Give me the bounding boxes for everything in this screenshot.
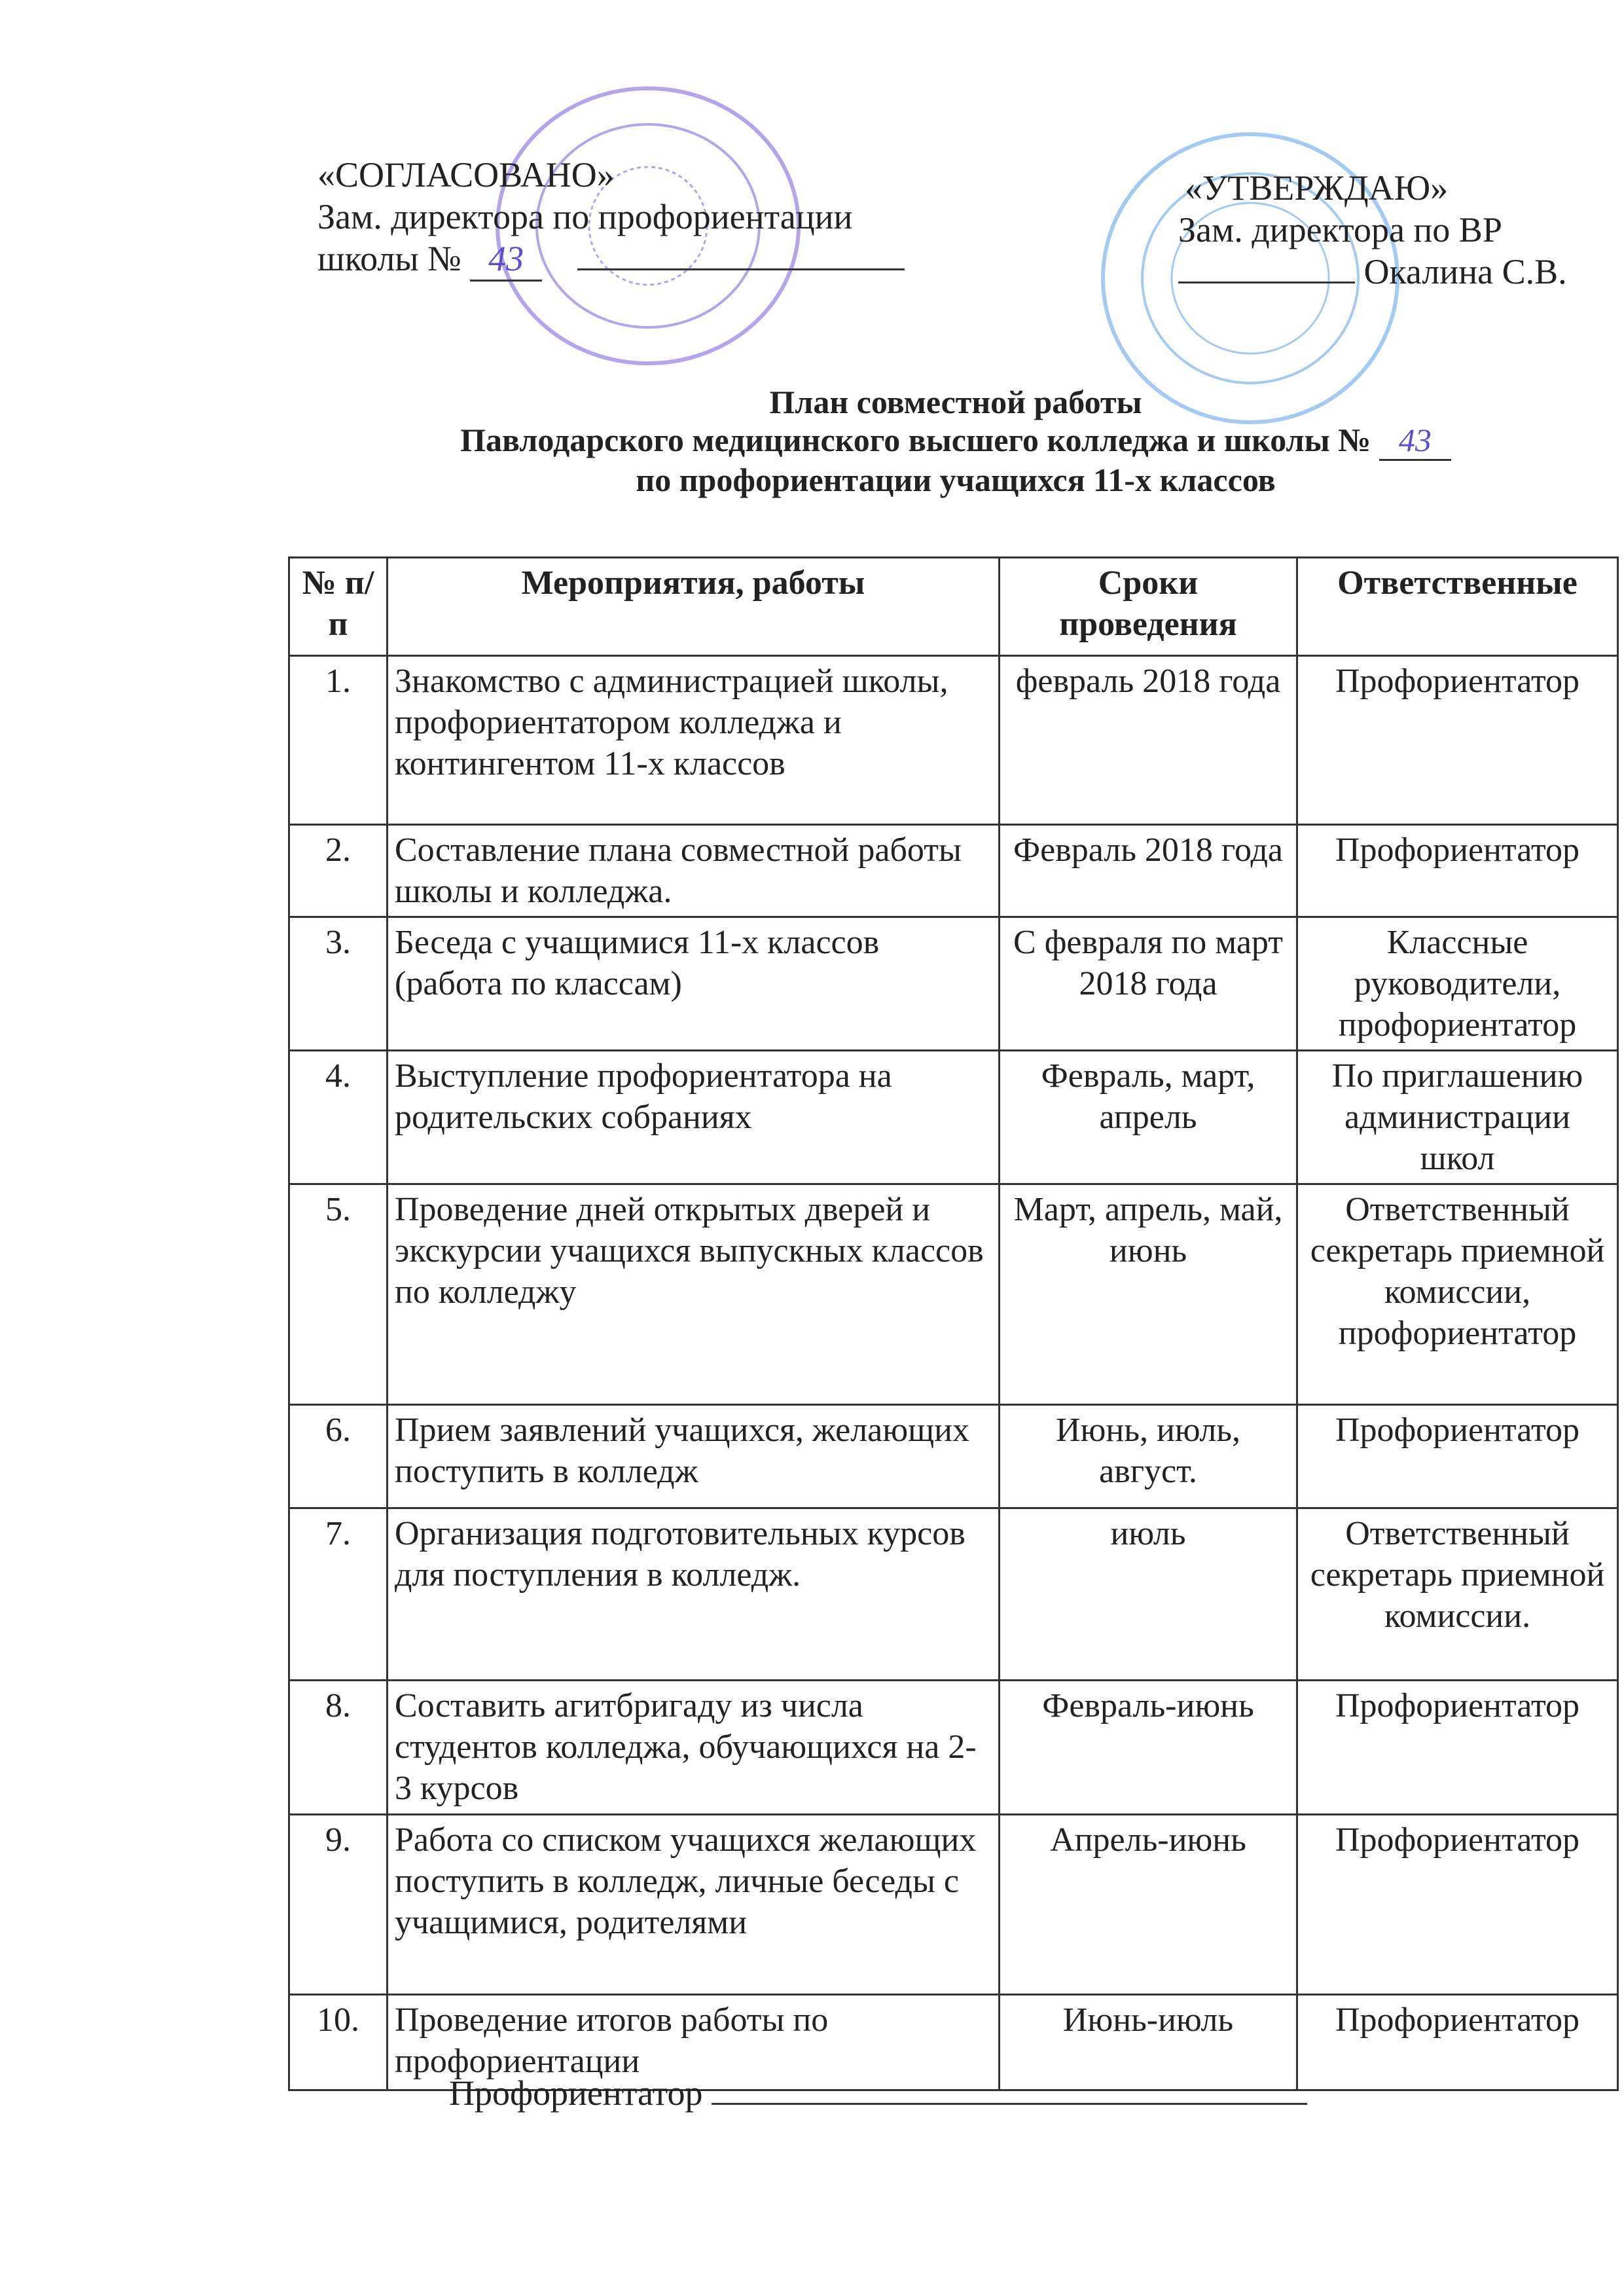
row-date: Февраль 2018 года bbox=[1000, 825, 1297, 917]
table-row bbox=[289, 825, 1618, 917]
row-date: Март, апрель, май, июнь bbox=[1000, 1184, 1297, 1405]
table-row bbox=[289, 1405, 1618, 1508]
table-row bbox=[289, 917, 1618, 1051]
table-header bbox=[289, 558, 1618, 656]
col-number: № п/п bbox=[289, 558, 388, 656]
row-task: Прием заявлений учащихся, желающих поступить в колледж bbox=[388, 1405, 1000, 1508]
row-responsible: Ответственный секретарь приемной комиссии. bbox=[1297, 1508, 1618, 1681]
col-task: Мероприятия, работы bbox=[388, 558, 1000, 656]
row-number: 3. bbox=[289, 917, 388, 1051]
page-title bbox=[0, 383, 1624, 499]
row-task: Составление плана совместной работы школы и колледжа. bbox=[388, 825, 1000, 917]
col-responsible: Ответственные bbox=[1297, 558, 1618, 656]
row-task: Работа со списком учащихся желающих поступить в колледж, личные беседы с учащимися, родителями bbox=[388, 1815, 1000, 1995]
footer-signature-line bbox=[712, 2103, 1307, 2105]
row-responsible: Профориентатор bbox=[1297, 1405, 1618, 1508]
title-line-3: по профориентации учащихся 11-х классов bbox=[636, 462, 1276, 498]
approval-left-title: «СОГЛАСОВАНО» bbox=[317, 155, 615, 194]
row-responsible: По приглашению администрации школ bbox=[1297, 1051, 1618, 1184]
row-responsible: Классные руководители, профориентатор bbox=[1297, 917, 1618, 1051]
row-date: Февраль-июнь bbox=[1000, 1681, 1297, 1815]
row-date: С февраля по март 2018 года bbox=[1000, 917, 1297, 1051]
row-task: Организация подготовительных курсов для поступления в колледж. bbox=[388, 1508, 1000, 1681]
row-number: 10. bbox=[289, 1995, 388, 2090]
row-number: 2. bbox=[289, 825, 388, 917]
footer-signature bbox=[449, 2072, 1307, 2114]
row-responsible: Профориентатор bbox=[1297, 1995, 1618, 2090]
row-task: Выступление профориентатора на родительских собраниях bbox=[388, 1051, 1000, 1184]
school-label: школы № bbox=[317, 239, 461, 278]
row-task: Проведение итогов работы по профориентации bbox=[388, 1995, 1000, 2090]
school-number-handwritten: 43 bbox=[470, 238, 542, 282]
row-task: Составить агитбригаду из числа студентов колледжа, обучающихся на 2-3 курсов bbox=[388, 1681, 1000, 1815]
row-responsible: Профориентатор bbox=[1297, 656, 1618, 825]
approval-right bbox=[1178, 167, 1567, 293]
table-row bbox=[289, 1184, 1618, 1405]
approval-left-position: Зам. директора по профориентации bbox=[317, 197, 853, 236]
title-line-1: План совместной работы bbox=[769, 384, 1142, 420]
row-task: Знакомство с администрацией школы, профориентатором колледжа и контингентом 11-х классов bbox=[388, 656, 1000, 825]
title-line-2 bbox=[0, 421, 1624, 461]
row-number: 6. bbox=[289, 1405, 388, 1508]
row-date: Июнь-июль bbox=[1000, 1995, 1297, 2090]
row-responsible: Профориентатор bbox=[1297, 1815, 1618, 1995]
table-row bbox=[289, 656, 1618, 825]
row-number: 1. bbox=[289, 656, 388, 825]
row-responsible: Профориентатор bbox=[1297, 1681, 1618, 1815]
table-row bbox=[289, 1681, 1618, 1815]
row-date: Февраль, март, апрель bbox=[1000, 1051, 1297, 1184]
row-responsible: Ответственный секретарь приемной комиссии, профориентатор bbox=[1297, 1184, 1618, 1405]
row-date: Апрель-июнь bbox=[1000, 1815, 1297, 1995]
approval-right-title: «УТВЕРЖДАЮ» bbox=[1185, 168, 1449, 208]
col-date: Сроки проведения bbox=[1000, 558, 1297, 656]
approval-left bbox=[317, 154, 905, 282]
row-date: Июнь, июль, август. bbox=[1000, 1405, 1297, 1508]
row-number: 5. bbox=[289, 1184, 388, 1405]
signature-line-left bbox=[577, 268, 905, 270]
approval-right-position: Зам. директора по ВР bbox=[1178, 210, 1502, 249]
footer-label: Профориентатор bbox=[449, 2073, 703, 2113]
title-line-2-text: Павлодарского медицинского высшего колледжа и школы № bbox=[460, 422, 1371, 458]
row-task: Беседа с учащимися 11-х классов (работа по классам) bbox=[388, 917, 1000, 1051]
title-school-number: 43 bbox=[1379, 421, 1451, 461]
approval-left-school bbox=[317, 238, 905, 282]
row-number: 4. bbox=[289, 1051, 388, 1184]
table-row bbox=[289, 1815, 1618, 1995]
row-date: июль bbox=[1000, 1508, 1297, 1681]
approver-name: Окалина С.В. bbox=[1363, 252, 1567, 291]
row-responsible: Профориентатор bbox=[1297, 825, 1618, 917]
signature-line-right bbox=[1178, 282, 1355, 283]
row-date: февраль 2018 года bbox=[1000, 656, 1297, 825]
row-number: 7. bbox=[289, 1508, 388, 1681]
table-row bbox=[289, 1508, 1618, 1681]
row-number: 9. bbox=[289, 1815, 388, 1995]
row-task: Проведение дней открытых дверей и экскурсии учащихся выпускных классов по колледжу bbox=[388, 1184, 1000, 1405]
row-number: 8. bbox=[289, 1681, 388, 1815]
table-row bbox=[289, 1051, 1618, 1184]
approval-right-sign bbox=[1178, 251, 1567, 293]
plan-table bbox=[288, 556, 1619, 2091]
